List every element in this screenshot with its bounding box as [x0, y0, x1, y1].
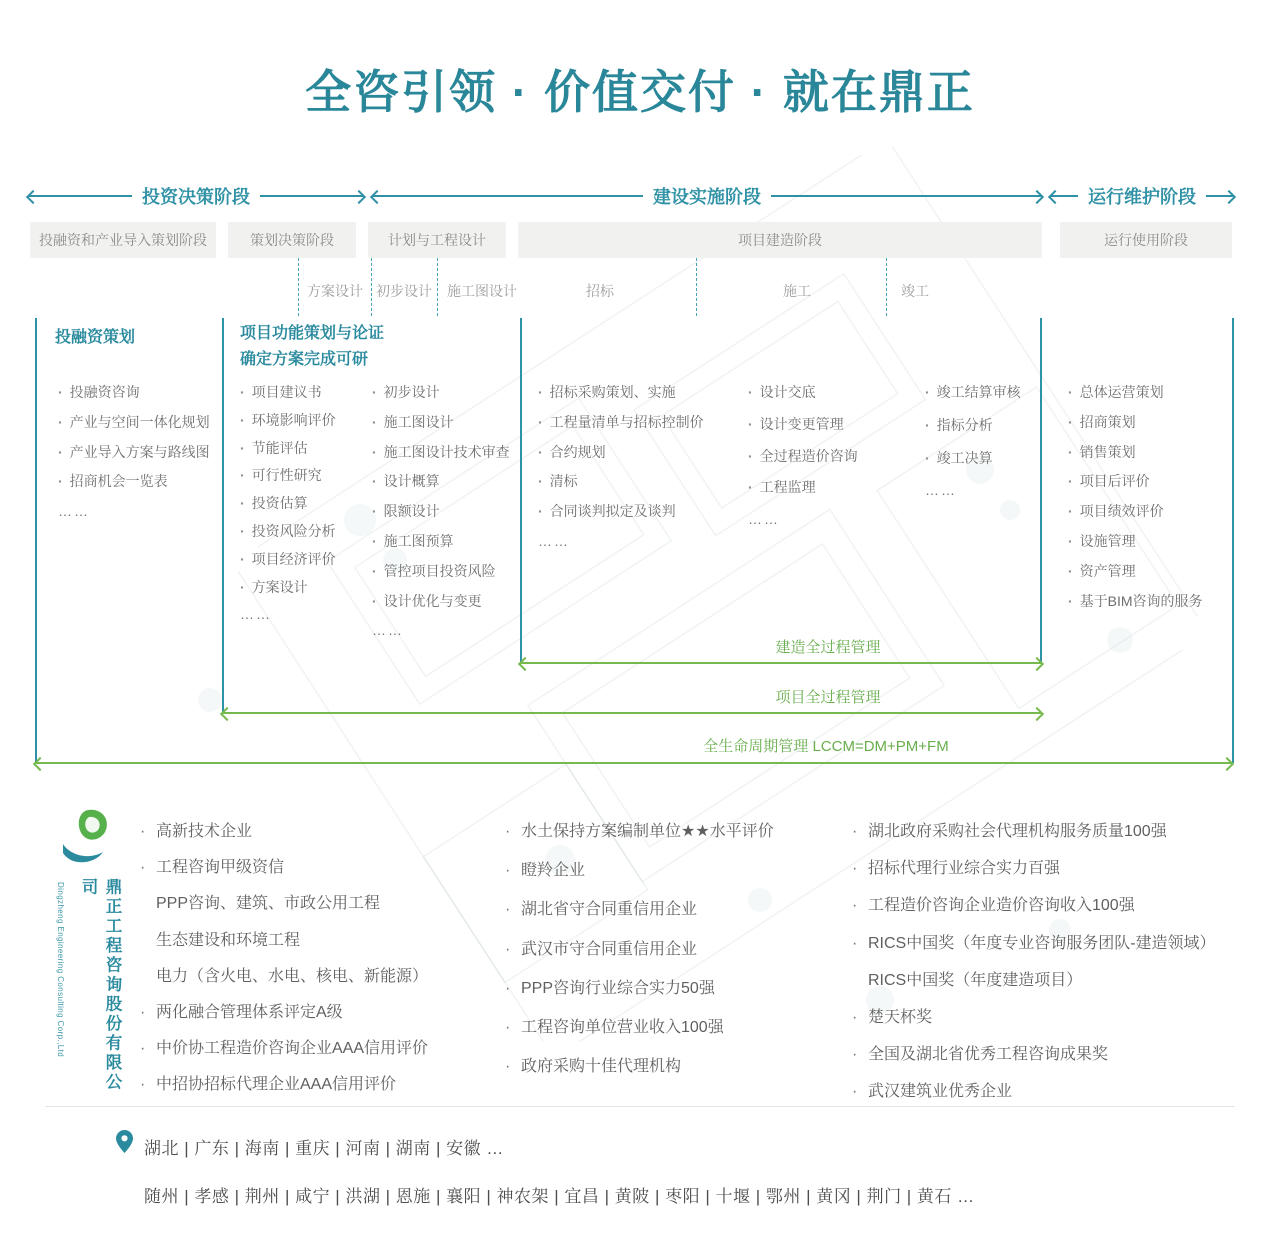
service-item: · 方案设计	[240, 579, 375, 596]
service-column-construction	[748, 384, 928, 527]
service-item: · 产业导入方案与路线图	[58, 444, 228, 461]
qualification-item: · 武汉建筑业优秀企业	[852, 1082, 1252, 1101]
span-label-lifecycle-management: 全生命周期管理 LCCM=DM+PM+FM	[703, 738, 949, 755]
service-item: · 限额设计	[372, 503, 522, 520]
stage-box-planning: 策划决策阶段	[228, 222, 356, 258]
service-item: · 施工图设计	[372, 414, 522, 431]
service-ellipsis: ……	[925, 482, 957, 499]
service-item: · 工程量清单与招标控制价	[538, 414, 753, 431]
service-ellipsis: ……	[240, 606, 272, 623]
phase-arrow-operation	[1050, 186, 1234, 206]
company-name-cn: 鼎正工程咨询股份有限公司	[79, 878, 121, 1093]
substage-scheme-design: 方案设计	[307, 283, 363, 299]
arrow-line-right	[1206, 195, 1234, 197]
qualification-column-1	[140, 822, 500, 1112]
column-heading-financing: 投融资策划	[55, 329, 136, 346]
service-item: · 投资风险分析	[240, 523, 375, 540]
service-ellipsis: ……	[748, 511, 780, 528]
service-item: · 节能评估	[240, 440, 375, 457]
stage-box-financing: 投融资和产业导入策划阶段	[30, 222, 216, 258]
location-pin-icon	[116, 1130, 133, 1153]
column-heading-feasibility-line1: 项目功能策划与论证	[240, 325, 385, 342]
service-item: · 竣工决算	[925, 450, 1055, 467]
substage-prelim-design: 初步设计	[376, 283, 432, 299]
service-item: · 招标采购策划、实施	[538, 384, 753, 401]
service-item: · 指标分析	[925, 417, 1055, 434]
dotted-divider	[371, 258, 372, 316]
phase-label: 投资决策阶段	[142, 187, 250, 207]
qualification-column-3	[852, 822, 1252, 1120]
service-item: · 招商机会一览表	[58, 473, 228, 490]
stage-box-construction: 项目建造阶段	[518, 222, 1042, 258]
dotted-divider	[886, 258, 887, 316]
qualification-subitem: 生态建设和环境工程	[156, 931, 301, 949]
column-heading-feasibility-line2: 确定方案完成可研	[240, 351, 369, 368]
substage-completion: 竣工	[901, 283, 929, 299]
service-item: · 项目经济评价	[240, 551, 375, 568]
service-item: · 设计交底	[748, 384, 928, 401]
service-column-financing	[58, 384, 228, 519]
arrow-line-right	[260, 195, 364, 197]
service-column-bidding	[538, 384, 753, 549]
service-item: · 施工图设计技术审查	[372, 444, 522, 461]
service-item: · 销售策划	[1068, 444, 1233, 461]
stage-box-operation: 运行使用阶段	[1060, 222, 1232, 258]
service-item: · 项目建议书	[240, 384, 375, 401]
service-item: · 合同谈判拟定及谈判	[538, 503, 753, 520]
page-title: 全咨引领 · 价值交付 · 就在鼎正	[305, 66, 975, 118]
span-arrow-build-management	[520, 662, 1042, 664]
arrow-line-left	[1050, 195, 1078, 197]
service-column-operation	[1068, 384, 1233, 622]
qualification-subitem: 电力（含火电、水电、核电、新能源）	[156, 967, 429, 985]
arrow-line-right	[771, 195, 1042, 197]
qualification-item: · 政府采购十佳代理机构	[505, 1057, 835, 1076]
service-column-completion	[925, 384, 1055, 498]
service-item: · 环境影响评价	[240, 412, 375, 429]
qualification-item: · 湖北省守合同重信用企业	[505, 900, 835, 919]
qualification-item: · 水土保持方案编制单位★★水平评价	[505, 822, 835, 841]
company-logo	[60, 808, 112, 868]
qualification-item: · PPP咨询行业综合实力50强	[505, 979, 835, 998]
service-ellipsis: ……	[372, 622, 404, 639]
qualification-item: · 瞪羚企业	[505, 861, 835, 880]
cities-row: 随州 | 孝感 | 荆州 | 咸宁 | 洪湖 | 恩施 | 襄阳 | 神农架 | 宜昌 | 黄陂 | 枣阳 | 十堰 | 鄂州 | 黄冈 | 荆门 | 黄石 …	[144, 1187, 975, 1206]
qualification-subitem: PPP咨询、建筑、市政公用工程	[156, 895, 381, 913]
service-item: · 设计变更管理	[748, 416, 928, 433]
dotted-divider	[437, 258, 438, 316]
qualification-column-2	[505, 822, 835, 1096]
qualification-item: · 武汉市守合同重信用企业	[505, 940, 835, 959]
qualification-item: · RICS中国奖（年度专业咨询服务团队-建造领域）	[852, 934, 1252, 953]
qualification-item: · 工程造价咨询企业造价咨询收入100强	[852, 896, 1252, 915]
service-ellipsis: ……	[538, 532, 570, 549]
service-item: · 项目绩效评价	[1068, 503, 1233, 520]
service-item: · 投资估算	[240, 495, 375, 512]
phase-arrow-construction	[372, 186, 1042, 206]
stage-box-design: 计划与工程设计	[368, 222, 506, 258]
company-name-en: Dingzheng Engineering Consulting Corp.,Ltd	[56, 882, 65, 1058]
qualification-item: · 工程咨询甲级资信	[140, 858, 500, 877]
service-item: · 产业与空间一体化规划	[58, 414, 228, 431]
footer-divider	[45, 1106, 1235, 1107]
qualification-item: · 中价协工程造价咨询企业AAA信用评价	[140, 1039, 500, 1058]
substage-construction: 施工	[783, 283, 811, 299]
service-item: · 基于BIM咨询的服务	[1068, 593, 1233, 610]
service-column-design	[372, 384, 522, 638]
dotted-divider	[298, 258, 299, 316]
service-item: · 施工图预算	[372, 533, 522, 550]
service-item: · 管控项目投资风险	[372, 563, 522, 580]
service-item: · 总体运营策划	[1068, 384, 1233, 401]
dotted-divider	[696, 258, 697, 316]
phase-arrow-investment	[28, 186, 364, 206]
phase-label: 建设实施阶段	[653, 187, 761, 207]
service-item: · 全过程造价咨询	[748, 448, 928, 465]
service-item: · 项目后评价	[1068, 473, 1233, 490]
qualification-item: · 两化融合管理体系评定A级	[140, 1003, 500, 1022]
service-item: · 竣工结算审核	[925, 384, 1055, 401]
service-item: · 工程监理	[748, 479, 928, 496]
qualification-item: · 全国及湖北省优秀工程咨询成果奖	[852, 1045, 1252, 1064]
qualification-item: · 楚天杯奖	[852, 1008, 1252, 1027]
provinces-row: 湖北 | 广东 | 海南 | 重庆 | 河南 | 湖南 | 安徽 …	[144, 1139, 504, 1158]
service-item: · 清标	[538, 473, 753, 490]
service-item: · 设计概算	[372, 473, 522, 490]
substage-working-drawing: 施工图设计	[447, 283, 517, 299]
service-item: · 初步设计	[372, 384, 522, 401]
service-column-feasibility	[240, 384, 375, 622]
service-item: · 资产管理	[1068, 563, 1233, 580]
span-label-build-management: 建造全过程管理	[775, 639, 881, 656]
span-label-project-management: 项目全过程管理	[775, 689, 881, 706]
qualification-item: · 招标代理行业综合实力百强	[852, 859, 1252, 878]
substage-bidding: 招标	[586, 283, 614, 299]
qualification-item: · 高新技术企业	[140, 822, 500, 841]
service-item: · 招商策划	[1068, 414, 1233, 431]
qualification-item: · 湖北政府采购社会代理机构服务质量100强	[852, 822, 1252, 841]
service-item: · 合约规划	[538, 444, 753, 461]
service-ellipsis: ……	[58, 503, 90, 520]
qualification-item: · 中招协招标代理企业AAA信用评价	[140, 1075, 500, 1094]
arrow-line-left	[372, 195, 643, 197]
column-divider-left-edge	[35, 318, 37, 763]
span-arrow-project-management	[222, 712, 1042, 714]
service-item: · 设计优化与变更	[372, 593, 522, 610]
service-item: · 设施管理	[1068, 533, 1233, 550]
qualification-subitem: RICS中国奖（年度建造项目）	[868, 971, 1083, 989]
span-arrow-lifecycle-management	[35, 762, 1232, 764]
service-item: · 可行性研究	[240, 467, 375, 484]
phase-label: 运行维护阶段	[1088, 187, 1196, 207]
service-item: · 投融资咨询	[58, 384, 228, 401]
arrow-line-left	[28, 195, 132, 197]
qualification-item: · 工程咨询单位营业收入100强	[505, 1018, 835, 1037]
